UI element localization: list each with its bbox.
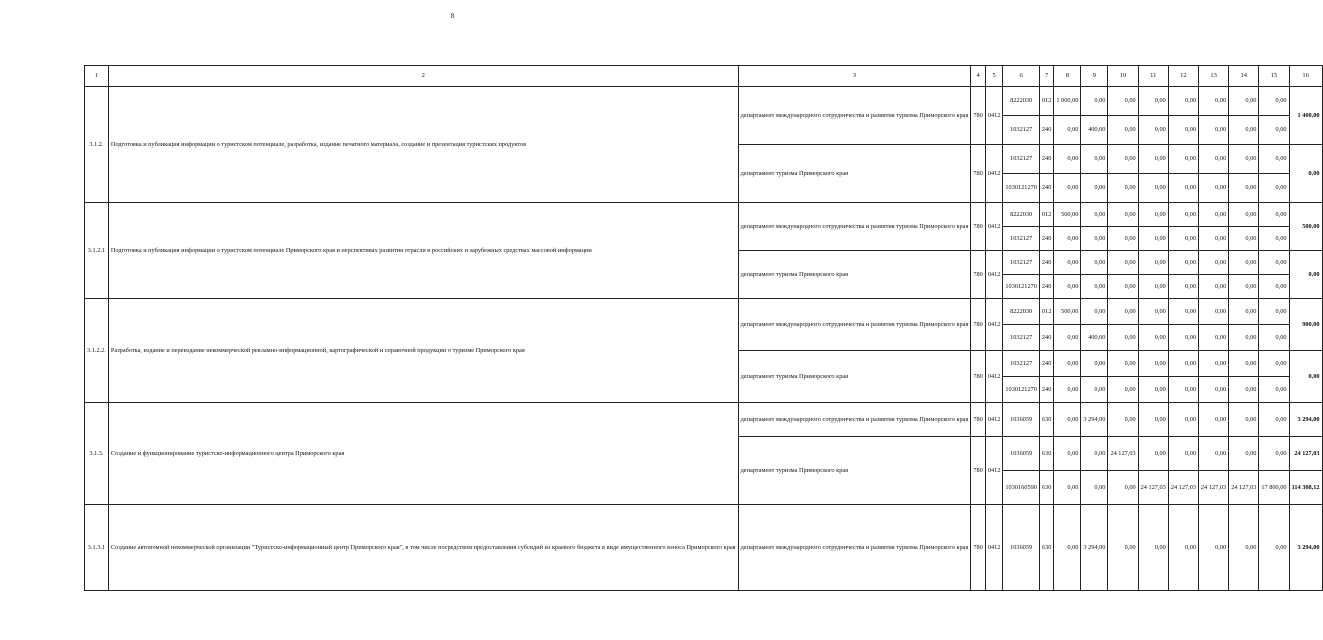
amount-cell: 0,00 bbox=[1199, 437, 1229, 471]
code-target: 1032127 bbox=[1003, 227, 1039, 251]
amount-cell: 0,00 bbox=[1108, 403, 1138, 437]
total-cell: 3 294,00 bbox=[1289, 505, 1322, 591]
column-header: 12 bbox=[1168, 66, 1198, 87]
amount-cell: 0,00 bbox=[1199, 227, 1229, 251]
code-section: 0412 bbox=[985, 437, 1003, 505]
amount-cell: 0,00 bbox=[1138, 275, 1168, 299]
column-header: 3 bbox=[738, 66, 971, 87]
code-expense-type: 630 bbox=[1039, 471, 1053, 505]
amount-cell: 500,00 bbox=[1054, 299, 1081, 325]
column-header: 10 bbox=[1108, 66, 1138, 87]
code-grbs: 780 bbox=[971, 251, 985, 299]
amount-cell: 0,00 bbox=[1054, 251, 1081, 275]
code-expense-type: 240 bbox=[1039, 227, 1053, 251]
amount-cell: 0,00 bbox=[1199, 505, 1229, 591]
amount-cell: 0,00 bbox=[1054, 325, 1081, 351]
amount-cell: 17 800,00 bbox=[1259, 471, 1289, 505]
amount-cell: 0,00 bbox=[1054, 403, 1081, 437]
amount-cell: 0,00 bbox=[1259, 437, 1289, 471]
responsible-executor: департамент международного сотрудничества и развития туризма Приморского края bbox=[738, 505, 971, 591]
amount-cell: 0,00 bbox=[1138, 174, 1168, 203]
total-cell: 900,00 bbox=[1289, 299, 1322, 351]
amount-cell: 0,00 bbox=[1108, 251, 1138, 275]
code-expense-type: 012 bbox=[1039, 87, 1053, 116]
header-row bbox=[85, 66, 1323, 87]
total-cell: 0,00 bbox=[1289, 145, 1322, 203]
item-name: Создание автономной некоммерческой организации "Туристско-информационный центр Приморского края", в том числе посредством предоставления субсидий из краевого бюджета в виде имущественного взноса Приморского края bbox=[108, 505, 738, 591]
amount-cell: 0,00 bbox=[1168, 116, 1198, 145]
amount-cell: 0,00 bbox=[1168, 203, 1198, 227]
item-number: 3.1.2.2. bbox=[85, 299, 109, 403]
amount-cell: 0,00 bbox=[1259, 227, 1289, 251]
amount-cell: 0,00 bbox=[1199, 403, 1229, 437]
table-row bbox=[85, 87, 1323, 116]
code-grbs: 780 bbox=[971, 351, 985, 403]
amount-cell: 0,00 bbox=[1138, 116, 1168, 145]
column-header: 1 bbox=[85, 66, 109, 87]
amount-cell: 0,00 bbox=[1108, 227, 1138, 251]
amount-cell: 0,00 bbox=[1081, 203, 1108, 227]
code-target: 8222030 bbox=[1003, 87, 1039, 116]
amount-cell: 0,00 bbox=[1054, 145, 1081, 174]
total-cell: 24 127,03 bbox=[1289, 437, 1322, 471]
amount-cell: 1 000,00 bbox=[1054, 87, 1081, 116]
amount-cell: 0,00 bbox=[1229, 251, 1259, 275]
code-target: 1030121270 bbox=[1003, 377, 1039, 403]
amount-cell: 0,00 bbox=[1259, 351, 1289, 377]
item-number: 3.1.3.1 bbox=[85, 505, 109, 591]
amount-cell: 0,00 bbox=[1259, 174, 1289, 203]
code-grbs: 780 bbox=[971, 87, 985, 145]
amount-cell: 0,00 bbox=[1054, 377, 1081, 403]
amount-cell: 0,00 bbox=[1108, 325, 1138, 351]
amount-cell: 0,00 bbox=[1081, 174, 1108, 203]
amount-cell: 0,00 bbox=[1259, 325, 1289, 351]
amount-cell: 0,00 bbox=[1229, 116, 1259, 145]
amount-cell: 0,00 bbox=[1108, 87, 1138, 116]
code-expense-type: 240 bbox=[1039, 325, 1053, 351]
page-number: 8 bbox=[450, 12, 455, 20]
code-target: 8222030 bbox=[1003, 203, 1039, 227]
column-header: 7 bbox=[1039, 66, 1053, 87]
table-row bbox=[85, 403, 1323, 437]
code-target: 1032127 bbox=[1003, 116, 1039, 145]
amount-cell: 0,00 bbox=[1108, 145, 1138, 174]
amount-cell: 0,00 bbox=[1199, 116, 1229, 145]
amount-cell: 0,00 bbox=[1199, 251, 1229, 275]
amount-cell: 0,00 bbox=[1108, 377, 1138, 403]
total-cell: 0,00 bbox=[1289, 251, 1322, 299]
amount-cell: 3 294,00 bbox=[1081, 403, 1108, 437]
amount-cell: 0,00 bbox=[1229, 403, 1259, 437]
column-header: 14 bbox=[1229, 66, 1259, 87]
column-header: 13 bbox=[1199, 66, 1229, 87]
amount-cell: 0,00 bbox=[1229, 203, 1259, 227]
amount-cell: 0,00 bbox=[1199, 174, 1229, 203]
code-target: 1036059 bbox=[1003, 437, 1039, 471]
amount-cell: 0,00 bbox=[1199, 299, 1229, 325]
amount-cell: 0,00 bbox=[1229, 145, 1259, 174]
amount-cell: 0,00 bbox=[1229, 227, 1259, 251]
code-section: 0412 bbox=[985, 299, 1003, 351]
code-target: 1030121270 bbox=[1003, 275, 1039, 299]
item-name: Разработка, издание и переиздание некоммерческой рекламно-информационной, картографической и справочной продукции о туризме Приморского края bbox=[108, 299, 738, 403]
amount-cell: 0,00 bbox=[1138, 505, 1168, 591]
amount-cell: 0,00 bbox=[1054, 505, 1081, 591]
code-target: 1036059 bbox=[1003, 403, 1039, 437]
amount-cell: 0,00 bbox=[1138, 325, 1168, 351]
amount-cell: 0,00 bbox=[1138, 227, 1168, 251]
total-cell: 0,00 bbox=[1289, 351, 1322, 403]
amount-cell: 0,00 bbox=[1199, 275, 1229, 299]
table-row bbox=[85, 505, 1323, 591]
amount-cell: 0,00 bbox=[1229, 174, 1259, 203]
column-header: 9 bbox=[1081, 66, 1108, 87]
code-expense-type: 240 bbox=[1039, 174, 1053, 203]
total-cell: 114 308,12 bbox=[1289, 471, 1322, 505]
code-section: 0412 bbox=[985, 145, 1003, 203]
amount-cell: 500,00 bbox=[1054, 203, 1081, 227]
item-number: 3.1.2. bbox=[85, 87, 109, 203]
total-cell: 500,00 bbox=[1289, 203, 1322, 251]
column-header: 6 bbox=[1003, 66, 1039, 87]
amount-cell: 0,00 bbox=[1054, 437, 1081, 471]
item-number: 3.1.2.1 bbox=[85, 203, 109, 299]
code-target: 1032127 bbox=[1003, 325, 1039, 351]
amount-cell: 0,00 bbox=[1138, 437, 1168, 471]
code-target: 1030121270 bbox=[1003, 174, 1039, 203]
item-name: Подготовка и публикация информации о туристском потенциале, разработка, издание печатного материала, создание и презентация туристских продуктов bbox=[108, 87, 738, 203]
amount-cell: 0,00 bbox=[1081, 145, 1108, 174]
code-target: 1032127 bbox=[1003, 145, 1039, 174]
responsible-executor: департамент международного сотрудничества и развития туризма Приморского края bbox=[738, 299, 971, 351]
column-header: 11 bbox=[1138, 66, 1168, 87]
amount-cell: 0,00 bbox=[1108, 116, 1138, 145]
amount-cell: 0,00 bbox=[1138, 403, 1168, 437]
amount-cell: 0,00 bbox=[1054, 174, 1081, 203]
amount-cell: 0,00 bbox=[1168, 174, 1198, 203]
amount-cell: 0,00 bbox=[1138, 203, 1168, 227]
amount-cell: 0,00 bbox=[1168, 505, 1198, 591]
amount-cell: 0,00 bbox=[1168, 275, 1198, 299]
amount-cell: 400,00 bbox=[1081, 116, 1108, 145]
amount-cell: 0,00 bbox=[1138, 351, 1168, 377]
amount-cell: 3 294,00 bbox=[1081, 505, 1108, 591]
code-expense-type: 630 bbox=[1039, 403, 1053, 437]
amount-cell: 0,00 bbox=[1138, 299, 1168, 325]
column-header: 8 bbox=[1054, 66, 1081, 87]
amount-cell: 0,00 bbox=[1168, 403, 1198, 437]
responsible-executor: департамент туризма Приморского края bbox=[738, 251, 971, 299]
amount-cell: 0,00 bbox=[1108, 299, 1138, 325]
amount-cell: 0,00 bbox=[1168, 299, 1198, 325]
amount-cell: 0,00 bbox=[1054, 351, 1081, 377]
amount-cell: 0,00 bbox=[1054, 275, 1081, 299]
code-grbs: 780 bbox=[971, 145, 985, 203]
amount-cell: 0,00 bbox=[1138, 377, 1168, 403]
amount-cell: 0,00 bbox=[1108, 203, 1138, 227]
code-expense-type: 630 bbox=[1039, 505, 1053, 591]
amount-cell: 0,00 bbox=[1168, 145, 1198, 174]
code-grbs: 780 bbox=[971, 437, 985, 505]
amount-cell: 0,00 bbox=[1259, 505, 1289, 591]
responsible-executor: департамент международного сотрудничества и развития туризма Приморского края bbox=[738, 403, 971, 437]
amount-cell: 0,00 bbox=[1081, 471, 1108, 505]
amount-cell: 0,00 bbox=[1259, 377, 1289, 403]
item-name: Подготовка и публикация информации о туристском потенциале Приморского края и перспективах развития отрасли в российских и зарубежных средствах массовой информации bbox=[108, 203, 738, 299]
code-section: 0412 bbox=[985, 251, 1003, 299]
item-name: Создание и функционирование туристско-информационного центра Приморского края bbox=[108, 403, 738, 505]
column-header: 2 bbox=[108, 66, 738, 87]
amount-cell: 0,00 bbox=[1199, 351, 1229, 377]
amount-cell: 0,00 bbox=[1081, 87, 1108, 116]
code-expense-type: 240 bbox=[1039, 377, 1053, 403]
amount-cell: 0,00 bbox=[1229, 351, 1259, 377]
code-grbs: 780 bbox=[971, 299, 985, 351]
code-grbs: 780 bbox=[971, 403, 985, 437]
amount-cell: 0,00 bbox=[1054, 227, 1081, 251]
code-target: 1032127 bbox=[1003, 351, 1039, 377]
code-target: 1030160590 bbox=[1003, 471, 1039, 505]
code-expense-type: 240 bbox=[1039, 275, 1053, 299]
amount-cell: 0,00 bbox=[1054, 116, 1081, 145]
amount-cell: 0,00 bbox=[1138, 87, 1168, 116]
amount-cell: 0,00 bbox=[1108, 275, 1138, 299]
code-expense-type: 240 bbox=[1039, 145, 1053, 174]
amount-cell: 0,00 bbox=[1081, 351, 1108, 377]
column-header: 16 bbox=[1289, 66, 1322, 87]
code-section: 0412 bbox=[985, 403, 1003, 437]
amount-cell: 0,00 bbox=[1081, 377, 1108, 403]
amount-cell: 0,00 bbox=[1229, 87, 1259, 116]
total-cell: 3 294,00 bbox=[1289, 403, 1322, 437]
responsible-executor: департамент туризма Приморского края bbox=[738, 351, 971, 403]
amount-cell: 24 127,03 bbox=[1138, 471, 1168, 505]
amount-cell: 0,00 bbox=[1229, 437, 1259, 471]
amount-cell: 0,00 bbox=[1168, 251, 1198, 275]
amount-cell: 0,00 bbox=[1259, 116, 1289, 145]
amount-cell: 0,00 bbox=[1168, 351, 1198, 377]
code-expense-type: 240 bbox=[1039, 351, 1053, 377]
amount-cell: 24 127,03 bbox=[1108, 437, 1138, 471]
amount-cell: 0,00 bbox=[1168, 437, 1198, 471]
code-expense-type: 630 bbox=[1039, 437, 1053, 471]
budget-table bbox=[84, 65, 1323, 591]
code-expense-type: 240 bbox=[1039, 116, 1053, 145]
amount-cell: 0,00 bbox=[1138, 251, 1168, 275]
amount-cell: 0,00 bbox=[1229, 377, 1259, 403]
code-section: 0412 bbox=[985, 203, 1003, 251]
amount-cell: 0,00 bbox=[1108, 505, 1138, 591]
table-row bbox=[85, 299, 1323, 325]
amount-cell: 0,00 bbox=[1259, 203, 1289, 227]
column-header: 15 bbox=[1259, 66, 1289, 87]
amount-cell: 0,00 bbox=[1081, 275, 1108, 299]
amount-cell: 0,00 bbox=[1168, 325, 1198, 351]
amount-cell: 0,00 bbox=[1199, 377, 1229, 403]
amount-cell: 0,00 bbox=[1259, 251, 1289, 275]
amount-cell: 0,00 bbox=[1081, 251, 1108, 275]
amount-cell: 0,00 bbox=[1199, 145, 1229, 174]
table-row bbox=[85, 203, 1323, 227]
column-header: 4 bbox=[971, 66, 985, 87]
amount-cell: 0,00 bbox=[1138, 145, 1168, 174]
total-cell: 1 400,00 bbox=[1289, 87, 1322, 145]
item-number: 3.1.3. bbox=[85, 403, 109, 505]
code-target: 1036059 bbox=[1003, 505, 1039, 591]
amount-cell: 0,00 bbox=[1229, 275, 1259, 299]
amount-cell: 24 127,03 bbox=[1168, 471, 1198, 505]
amount-cell: 0,00 bbox=[1081, 437, 1108, 471]
responsible-executor: департамент международного сотрудничества и развития туризма Приморского края bbox=[738, 203, 971, 251]
amount-cell: 24 127,03 bbox=[1229, 471, 1259, 505]
code-expense-type: 012 bbox=[1039, 299, 1053, 325]
column-header: 5 bbox=[985, 66, 1003, 87]
amount-cell: 0,00 bbox=[1259, 299, 1289, 325]
code-expense-type: 240 bbox=[1039, 251, 1053, 275]
amount-cell: 0,00 bbox=[1054, 471, 1081, 505]
amount-cell: 0,00 bbox=[1229, 325, 1259, 351]
amount-cell: 0,00 bbox=[1259, 275, 1289, 299]
amount-cell: 0,00 bbox=[1081, 299, 1108, 325]
amount-cell: 0,00 bbox=[1259, 87, 1289, 116]
amount-cell: 400,00 bbox=[1081, 325, 1108, 351]
code-grbs: 780 bbox=[971, 203, 985, 251]
amount-cell: 24 127,03 bbox=[1199, 471, 1229, 505]
code-target: 8222030 bbox=[1003, 299, 1039, 325]
amount-cell: 0,00 bbox=[1199, 203, 1229, 227]
code-expense-type: 012 bbox=[1039, 203, 1053, 227]
amount-cell: 0,00 bbox=[1229, 299, 1259, 325]
amount-cell: 0,00 bbox=[1108, 174, 1138, 203]
code-section: 0412 bbox=[985, 505, 1003, 591]
amount-cell: 0,00 bbox=[1168, 87, 1198, 116]
amount-cell: 0,00 bbox=[1259, 403, 1289, 437]
amount-cell: 0,00 bbox=[1081, 227, 1108, 251]
amount-cell: 0,00 bbox=[1229, 505, 1259, 591]
amount-cell: 0,00 bbox=[1259, 145, 1289, 174]
amount-cell: 0,00 bbox=[1199, 87, 1229, 116]
amount-cell: 0,00 bbox=[1199, 325, 1229, 351]
amount-cell: 0,00 bbox=[1168, 377, 1198, 403]
code-target: 1032127 bbox=[1003, 251, 1039, 275]
code-grbs: 780 bbox=[971, 505, 985, 591]
amount-cell: 0,00 bbox=[1108, 471, 1138, 505]
responsible-executor: департамент международного сотрудничества и развития туризма Приморского края bbox=[738, 87, 971, 145]
code-section: 0412 bbox=[985, 87, 1003, 145]
responsible-executor: департамент туризма Приморского края bbox=[738, 437, 971, 505]
code-section: 0412 bbox=[985, 351, 1003, 403]
amount-cell: 0,00 bbox=[1168, 227, 1198, 251]
responsible-executor: департамент туризма Приморского края bbox=[738, 145, 971, 203]
amount-cell: 0,00 bbox=[1108, 351, 1138, 377]
